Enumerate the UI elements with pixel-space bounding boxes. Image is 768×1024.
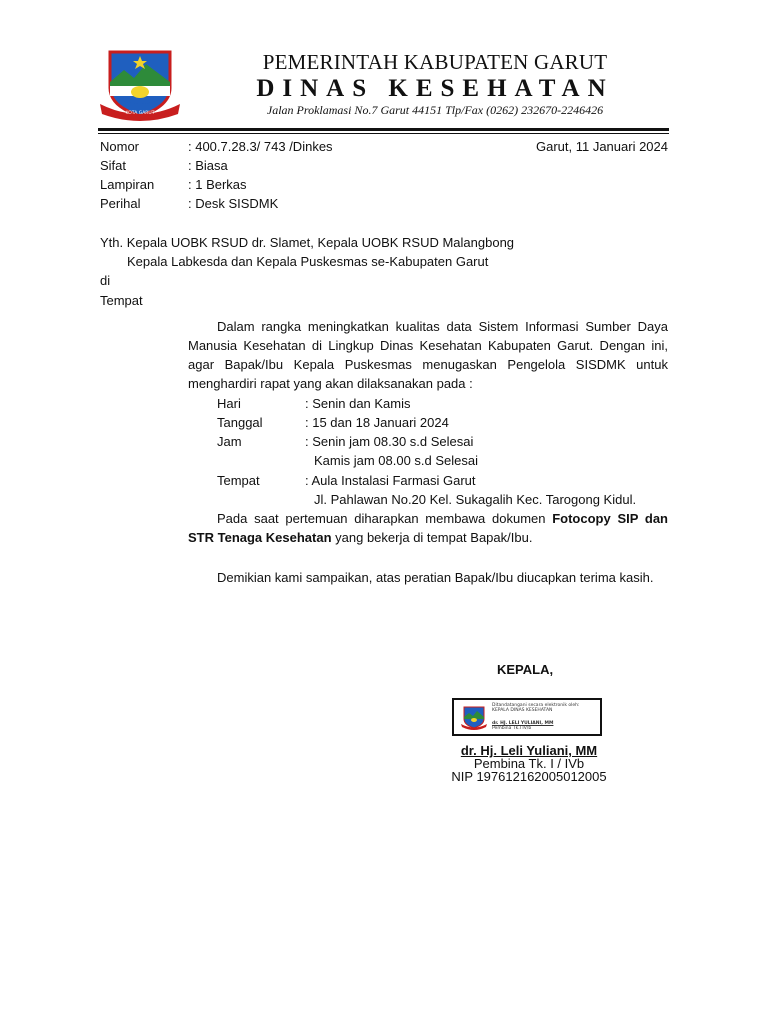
documents-required: Fotocopy SIP dan STR Tenaga Kesehatan xyxy=(188,511,668,545)
meta-value-nomor: : 400.7.28.3/ 743 /Dinkes xyxy=(188,139,333,154)
regency-logo xyxy=(98,48,182,122)
stamp-line-4: Pembina Tk.I IV/b xyxy=(492,726,532,731)
closing-paragraph: Demikian kami sampaikan, atas peratian Bapak/Ibu diucapkan terima kasih. xyxy=(217,570,654,585)
signatory-rank: Pembina Tk. I / IVb xyxy=(473,756,585,771)
letterhead-rule-thin xyxy=(98,133,669,134)
stamp-line-3: dr. HJ. LELI YULIANI, MM xyxy=(492,721,554,726)
department-name: DINAS KESEHATAN xyxy=(256,75,614,102)
schedule-hari-label: Hari xyxy=(217,396,241,411)
meta-label-sifat: Sifat xyxy=(100,158,127,173)
meta-label-perihal: Perihal xyxy=(100,196,141,211)
stamp-logo xyxy=(460,706,488,730)
meta-label-nomor: Nomor xyxy=(100,139,140,154)
schedule-tempat-value-1: : Aula Instalasi Farmasi Garut xyxy=(305,473,476,488)
stamp-line-1: Ditandatangani secara elektronik oleh: xyxy=(492,703,580,708)
addressee-di: di xyxy=(100,273,111,288)
stamp-line-2: KEPALA DINAS KESEHATAN xyxy=(492,708,553,713)
intro-paragraph: Dalam rangka meningkatkan kualitas data Sistem Informasi Sumber Daya Manusia Kesehatan di Lingkup Dinas Kesehatan Kabupaten Garut. Dengan ini, agar Bapak/Ibu Kepala Puskesmas menugaskan Pengelola SISDMK untuk menghardiri rapat yang akan dilaksanakan pada : xyxy=(188,319,668,391)
schedule-jam-value-1: : Senin jam 08.30 s.d Selesai xyxy=(305,434,474,449)
government-name: PEMERINTAH KABUPATEN GARUT xyxy=(262,50,608,74)
documents-text-1: Pada saat pertemuan diharapkan membawa dokumen xyxy=(217,511,553,526)
schedule-tanggal-value: : 15 dan 18 Januari 2024 xyxy=(305,415,449,430)
schedule-tanggal-label: Tanggal xyxy=(217,415,263,430)
meta-label-lampiran: Lampiran xyxy=(100,177,155,192)
electronic-signature-stamp xyxy=(452,698,602,736)
schedule-hari-value: : Senin dan Kamis xyxy=(305,396,411,411)
meta-value-sifat: : Biasa xyxy=(188,158,228,173)
svg-text:KOTA GARUT: KOTA GARUT xyxy=(125,111,155,116)
documents-paragraph xyxy=(188,509,668,547)
signatory-name: dr. Hj. Leli Yuliani, MM xyxy=(460,743,598,758)
signatory-nip: NIP 197612162005012005 xyxy=(451,769,607,784)
addressee-line-1: Yth. Kepala UOBK RSUD dr. Slamet, Kepala UOBK RSUD Malangbong xyxy=(100,235,515,250)
letterhead-rule-thick xyxy=(98,128,669,131)
addressee-tempat: Tempat xyxy=(100,293,143,308)
schedule-jam-label: Jam xyxy=(217,434,242,449)
place-date: Garut, 11 Januari 2024 xyxy=(535,139,668,154)
meta-value-lampiran: : 1 Berkas xyxy=(188,177,247,192)
schedule-tempat-label: Tempat xyxy=(217,473,260,488)
schedule-jam-value-2: Kamis jam 08.00 s.d Selesai xyxy=(314,453,479,468)
office-address: Jalan Proklamasi No.7 Garut 44151 Tlp/Fax (0262) 232670-2246426 xyxy=(266,103,604,117)
documents-text-2: yang bekerja di tempat Bapak/Ibu. xyxy=(331,530,533,545)
schedule-tempat-value-2: Jl. Pahlawan No.20 Kel. Sukagalih Kec. Tarogong Kidul. xyxy=(314,492,637,507)
addressee-line-2: Kepala Labkesda dan Kepala Puskesmas se-Kabupaten Garut xyxy=(127,254,489,269)
signatory-title: KEPALA, xyxy=(497,662,554,677)
meta-value-perihal: : Desk SISDMK xyxy=(188,196,279,211)
